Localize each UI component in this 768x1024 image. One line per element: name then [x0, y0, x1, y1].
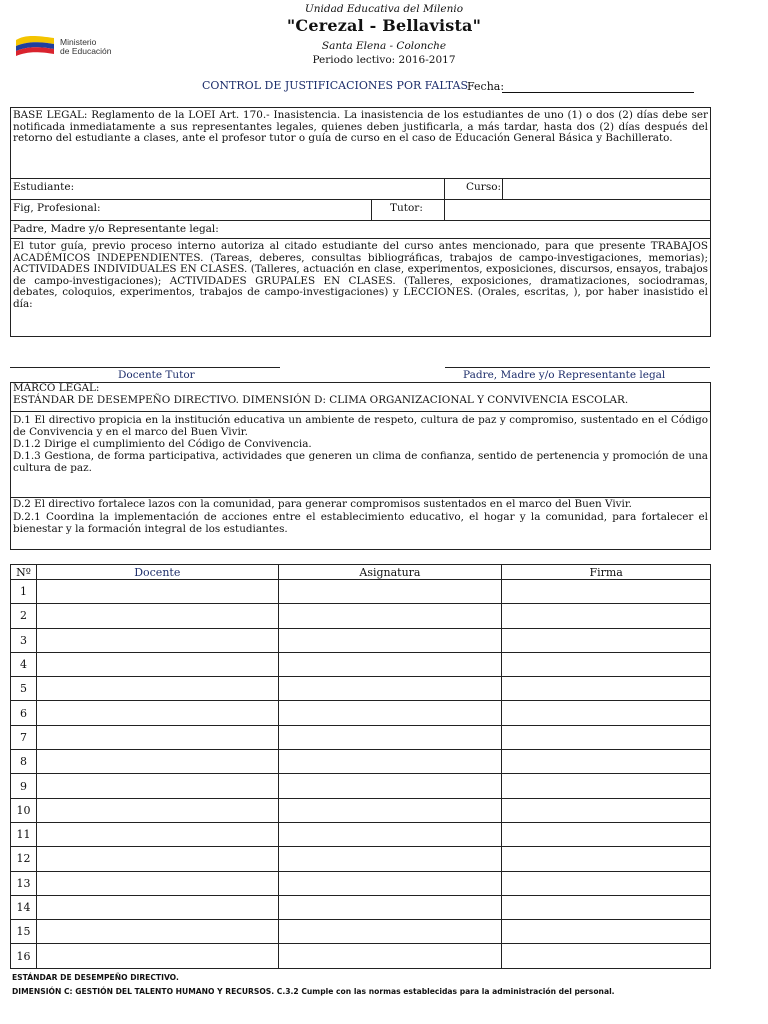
- signature-cell[interactable]: [502, 652, 711, 676]
- row-number: 14: [11, 895, 37, 919]
- table-row: [11, 774, 711, 798]
- student-field[interactable]: [90, 179, 440, 198]
- student-label: Estudiante:: [13, 181, 75, 193]
- row-number: 6: [11, 701, 37, 725]
- course-label: Curso:: [466, 181, 502, 193]
- parent-signature-label: Padre, Madre y/o Representante legal: [463, 369, 666, 381]
- row-number: 7: [11, 725, 37, 749]
- teacher-cell[interactable]: [36, 725, 278, 749]
- table-row: [11, 725, 711, 749]
- profession-label: Fig, Profesional:: [13, 202, 101, 214]
- table-row: [11, 580, 711, 604]
- teacher-signature-label: Docente Tutor: [118, 369, 195, 381]
- teacher-cell[interactable]: [36, 701, 278, 725]
- framework-d13: D.1.3 Gestiona, de forma participativa, actividades que generen un clima de confianza, sentido de pertenencia y promoción de una cultura de paz.: [13, 450, 708, 474]
- table-row: [11, 677, 711, 701]
- table-row: [11, 871, 711, 895]
- row-number: 10: [11, 798, 37, 822]
- subject-cell[interactable]: [278, 920, 502, 944]
- parent-label: Padre, Madre y/o Representante legal:: [13, 223, 219, 235]
- teacher-cell[interactable]: [36, 798, 278, 822]
- signature-cell[interactable]: [502, 798, 711, 822]
- table-row: [11, 652, 711, 676]
- signature-cell[interactable]: [502, 604, 711, 628]
- teacher-cell[interactable]: [36, 944, 278, 968]
- row-number: 15: [11, 920, 37, 944]
- teacher-cell[interactable]: [36, 677, 278, 701]
- row-number: 8: [11, 750, 37, 774]
- teacher-cell[interactable]: [36, 750, 278, 774]
- signature-cell[interactable]: [502, 750, 711, 774]
- row-number: 11: [11, 822, 37, 846]
- subject-cell[interactable]: [278, 604, 502, 628]
- signature-cell[interactable]: [502, 580, 711, 604]
- table-row: [11, 701, 711, 725]
- subject-cell[interactable]: [278, 871, 502, 895]
- teacher-cell[interactable]: [36, 822, 278, 846]
- signature-cell[interactable]: [502, 920, 711, 944]
- row-number: 2: [11, 604, 37, 628]
- subject-cell[interactable]: [278, 652, 502, 676]
- date-label: Fecha:: [467, 80, 505, 93]
- ministry-logo-icon: [14, 34, 56, 56]
- profession-field[interactable]: [110, 200, 368, 219]
- col-number: Nº: [11, 565, 37, 580]
- subject-cell[interactable]: [278, 725, 502, 749]
- row-number: 1: [11, 580, 37, 604]
- teacher-cell[interactable]: [36, 580, 278, 604]
- col-signature: Firma: [502, 565, 711, 580]
- table-row: [11, 847, 711, 871]
- teacher-cell[interactable]: [36, 847, 278, 871]
- table-row: [11, 750, 711, 774]
- form-title: CONTROL DE JUSTIFICACIONES POR FALTAS: [202, 79, 468, 92]
- signature-cell[interactable]: [502, 677, 711, 701]
- tutor-label: Tutor:: [390, 202, 423, 214]
- footer-standard: ESTÁNDAR DE DESEMPEÑO DIRECTIVO.: [12, 973, 179, 982]
- subject-cell[interactable]: [278, 895, 502, 919]
- subject-cell[interactable]: [278, 847, 502, 871]
- col-teacher: Docente: [36, 565, 278, 580]
- table-row: [11, 944, 711, 968]
- parent-signature-line[interactable]: [445, 367, 710, 368]
- table-row: [11, 604, 711, 628]
- table-row: [11, 822, 711, 846]
- subject-cell[interactable]: [278, 774, 502, 798]
- subject-cell[interactable]: [278, 580, 502, 604]
- table-row: [11, 628, 711, 652]
- signature-cell[interactable]: [502, 774, 711, 798]
- signature-cell[interactable]: [502, 871, 711, 895]
- signature-cell[interactable]: [502, 628, 711, 652]
- footer-dimension: DIMENSIÓN C: GESTIÓN DEL TALENTO HUMANO Y RECURSOS. C.3.2 Cumple con las normas establecidas para la administración del personal.: [12, 987, 615, 996]
- tutor-field[interactable]: [445, 200, 709, 219]
- teacher-cell[interactable]: [36, 895, 278, 919]
- framework-d12: D.1.2 Dirige el cumplimiento del Código de Convivencia.: [13, 438, 312, 450]
- signature-cell[interactable]: [502, 944, 711, 968]
- signature-cell[interactable]: [502, 822, 711, 846]
- table-header-row: [11, 565, 711, 580]
- framework-d21: D.2.1 Coordina la implementación de acciones entre el establecimiento educativo, el hogar y la comunidad, para fortalecer el bienestar y la formación integral de los estudiantes.: [13, 511, 708, 535]
- date-field[interactable]: [502, 92, 694, 93]
- teacher-cell[interactable]: [36, 774, 278, 798]
- subject-cell[interactable]: [278, 798, 502, 822]
- row-number: 16: [11, 944, 37, 968]
- school-name: "Cerezal - Bellavista": [286, 16, 482, 35]
- school-period: Periodo lectivo: 2016-2017: [312, 54, 456, 66]
- teacher-cell[interactable]: [36, 920, 278, 944]
- teacher-cell[interactable]: [36, 871, 278, 895]
- row-number: 5: [11, 677, 37, 701]
- ministry-logo-text: Ministerio de Educación: [60, 37, 112, 56]
- subject-cell[interactable]: [278, 822, 502, 846]
- authorization-text: El tutor guía, previo proceso interno autoriza al citado estudiante del curso antes mencionado, para que presente TRABAJOS ACADÉMICOS INDEPENDIENTES. (Tareas, deberes, consultas bibliográficas, trabajos de campo-investigaciones, memorias); ACTIVIDADES INDIVIDUALES EN CLASES. (Talleres, actuación en clase, experimentos, exposiciones, discursos, ensayos, trabajos de campo-investigaciones); ACTIVIDADES GRUPALES EN CLASES. (Talleres, exposiciones, dramatizaciones, sociodramas, debates, coloquios, experimentos, trabajos de campo-investigaciones) y LECCIONES. (Orales, escritas, ), por haber inasistido el día:: [13, 240, 708, 310]
- subject-cell[interactable]: [278, 750, 502, 774]
- subject-cell[interactable]: [278, 701, 502, 725]
- row-number: 3: [11, 628, 37, 652]
- location: Santa Elena - Colonche: [321, 40, 447, 52]
- signature-cell[interactable]: [502, 725, 711, 749]
- signature-cell[interactable]: [502, 895, 711, 919]
- table-row: [11, 920, 711, 944]
- framework-title: MARCO LEGAL:: [13, 382, 100, 394]
- legal-base-text: BASE LEGAL: Reglamento de la LOEI Art. 170.- Inasistencia. La inasistencia de los estudiantes de uno (1) o dos (2) días debe ser notificada inmediatamente a sus representantes legales, quienes deben justificarla, a más tardar, hasta dos (2) días después del retorno del estudiante a clases, ante el profesor tutor o guía de curso en el caso de Educación General Básica y Bachillerato.: [13, 109, 708, 145]
- teacher-cell[interactable]: [36, 652, 278, 676]
- teacher-cell[interactable]: [36, 604, 278, 628]
- framework-standard: ESTÁNDAR DE DESEMPEÑO DIRECTIVO. DIMENSIÓN D: CLIMA ORGANIZACIONAL Y CONVIVENCIA ESCOLAR.: [13, 394, 629, 406]
- school-type: Unidad Educativa del Milenio: [304, 3, 464, 15]
- col-subject: Asignatura: [278, 565, 502, 580]
- row-number: 13: [11, 871, 37, 895]
- framework-d2: D.2 El directivo fortalece lazos con la comunidad, para generar compromisos sustentados en el marco del Buen Vivir.: [13, 498, 632, 510]
- framework-d1: D.1 El directivo propicia en la institución educativa un ambiente de respeto, cultura de paz y compromiso, sustentado en el Código de Convivencia y en el marco del Buen Vivir.: [13, 414, 708, 438]
- row-number: 9: [11, 774, 37, 798]
- signature-cell[interactable]: [502, 701, 711, 725]
- subject-cell[interactable]: [278, 628, 502, 652]
- subject-cell[interactable]: [278, 677, 502, 701]
- course-field[interactable]: [503, 179, 709, 198]
- table-row: [11, 798, 711, 822]
- teacher-cell[interactable]: [36, 628, 278, 652]
- teachers-table: [10, 564, 711, 969]
- subject-cell[interactable]: [278, 944, 502, 968]
- row-number: 4: [11, 652, 37, 676]
- signature-cell[interactable]: [502, 847, 711, 871]
- table-row: [11, 895, 711, 919]
- row-number: 12: [11, 847, 37, 871]
- teacher-signature-line[interactable]: [10, 367, 280, 368]
